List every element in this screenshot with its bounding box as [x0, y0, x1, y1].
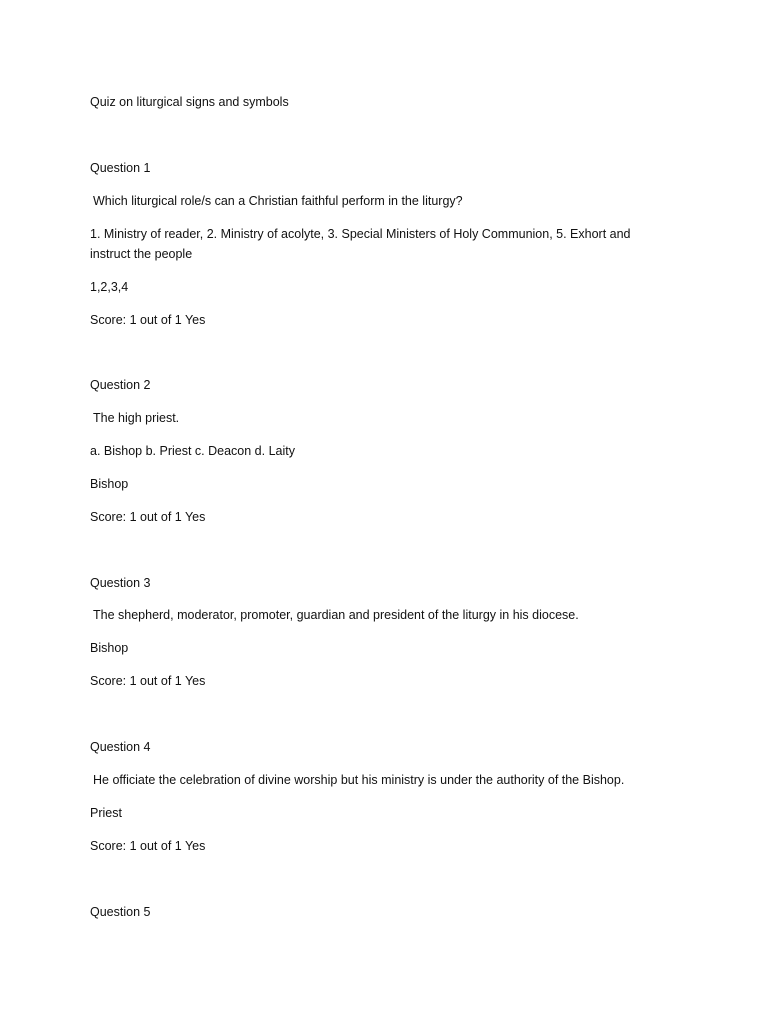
question-4-label: Question 4: [90, 740, 151, 754]
question-4-answer: Priest: [90, 806, 122, 820]
question-2-prompt: The high priest.: [93, 411, 180, 425]
question-4-prompt: He officiate the celebration of divine worship but his ministry is under the authority of the Bishop.: [93, 773, 625, 787]
question-3-answer: Bishop: [90, 641, 129, 655]
question-2-answer: Bishop: [90, 477, 129, 491]
question-4-score: Score: 1 out of 1 Yes: [90, 839, 206, 853]
question-2-options: a. Bishop b. Priest c. Deacon d. Laity: [90, 444, 295, 458]
question-2-label: Question 2: [90, 378, 151, 392]
question-5-label: Question 5: [90, 905, 151, 919]
question-3-label: Question 3: [90, 576, 151, 590]
question-1-label: Question 1: [90, 161, 151, 175]
question-1-score: Score: 1 out of 1 Yes: [90, 313, 206, 327]
question-2-score: Score: 1 out of 1 Yes: [90, 510, 206, 524]
question-1-answer: 1,2,3,4: [90, 280, 129, 294]
question-1-options: 1. Ministry of reader, 2. Ministry of acolyte, 3. Special Ministers of Holy Communion, 5. Exhort and instruct the people: [90, 227, 631, 261]
question-3-score: Score: 1 out of 1 Yes: [90, 674, 206, 688]
question-3-prompt: The shepherd, moderator, promoter, guardian and president of the liturgy in his diocese.: [93, 608, 579, 622]
question-1-prompt: Which liturgical role/s can a Christian faithful perform in the liturgy?: [93, 194, 463, 208]
document-title: Quiz on liturgical signs and symbols: [90, 95, 289, 109]
